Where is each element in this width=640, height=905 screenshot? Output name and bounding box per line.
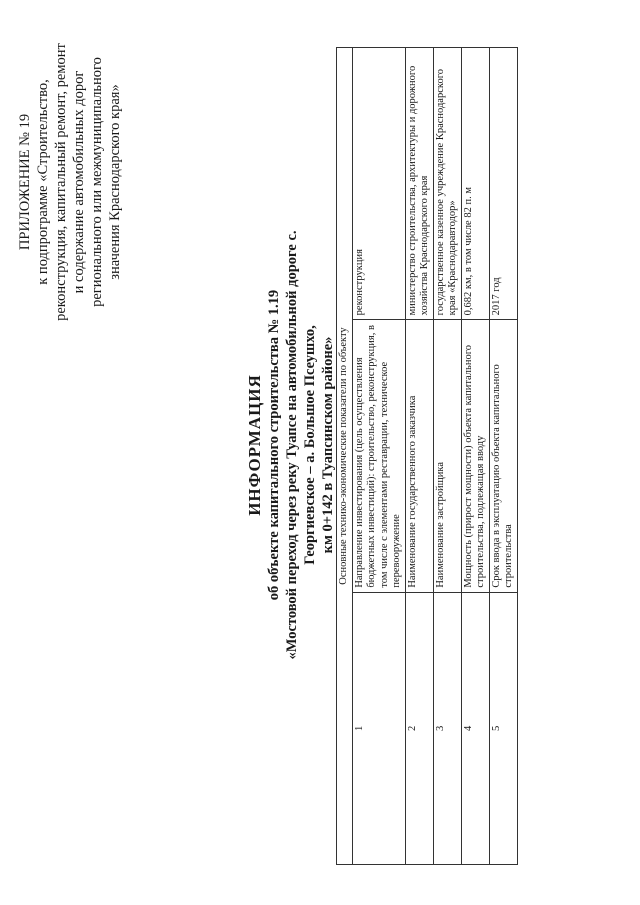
title-line-2: «Мостовой переход через реку Туапсе на автомобильной дороге с. Георгиевское – а. Большое Псеушхо, (284, 230, 318, 660)
appendix-line-1: ПРИЛОЖЕНИЕ № 19 (17, 113, 33, 251)
row-value: министерство строительства, архитектуры и дорожного хозяйства Краснодарского края (405, 48, 433, 320)
appendix-header (16, 12, 124, 352)
row-number: 4 (461, 592, 489, 864)
row-number: 5 (489, 592, 517, 864)
row-value: реконструкция (352, 48, 405, 320)
row-number: 3 (433, 592, 461, 864)
appendix-line-2: к подпрограмме «Строительство, (35, 79, 51, 285)
row-value: 2017 год (489, 48, 517, 320)
row-number: 1 (352, 592, 405, 864)
row-label: Мощность (прирост мощности) объекта капитального строительства, подлежащая вводу (461, 320, 489, 592)
row-label: Срок ввода в эксплуатацию объекта капитального строительства (489, 320, 517, 592)
table-row (405, 48, 433, 865)
table-row (352, 48, 405, 865)
row-label: Направление инвестирования (цель осуществления бюджетных инвестиций): строительство, реконструкция, в том числе с элементами реставрации, техническое перевооружение (352, 320, 405, 592)
title-line-3: км 0+142 в Туапсинском районе» (320, 336, 336, 554)
table-row (489, 48, 517, 865)
title-block (245, 185, 337, 705)
row-label: Наименование застройщика (433, 320, 461, 592)
appendix-line-3: реконструкция, капитальный ремонт, ремонт (53, 43, 69, 321)
table-header-row (337, 48, 353, 865)
table-row (461, 48, 489, 865)
indicators-table (336, 47, 518, 865)
title-line-1: об объекте капитального строительства № 1.19 (266, 289, 282, 601)
appendix-line-6: значения Краснодарского края» (107, 84, 123, 280)
table-row (433, 48, 461, 865)
row-value: 0,682 км, в том числе 82 п. м (461, 48, 489, 320)
row-label: Наименование государственного заказчика (405, 320, 433, 592)
row-number: 2 (405, 592, 433, 864)
table-header: Основные технико-экономические показатели по объекту (337, 48, 353, 865)
page-title: ИНФОРМАЦИЯ (245, 374, 264, 516)
row-value: государственное казенное учреждение Краснодарского края «Краснодаравтодор» (433, 48, 461, 320)
appendix-line-4: и содержание автомобильных дорог (71, 70, 87, 294)
appendix-line-5: регионального или межмуниципального (89, 57, 105, 307)
